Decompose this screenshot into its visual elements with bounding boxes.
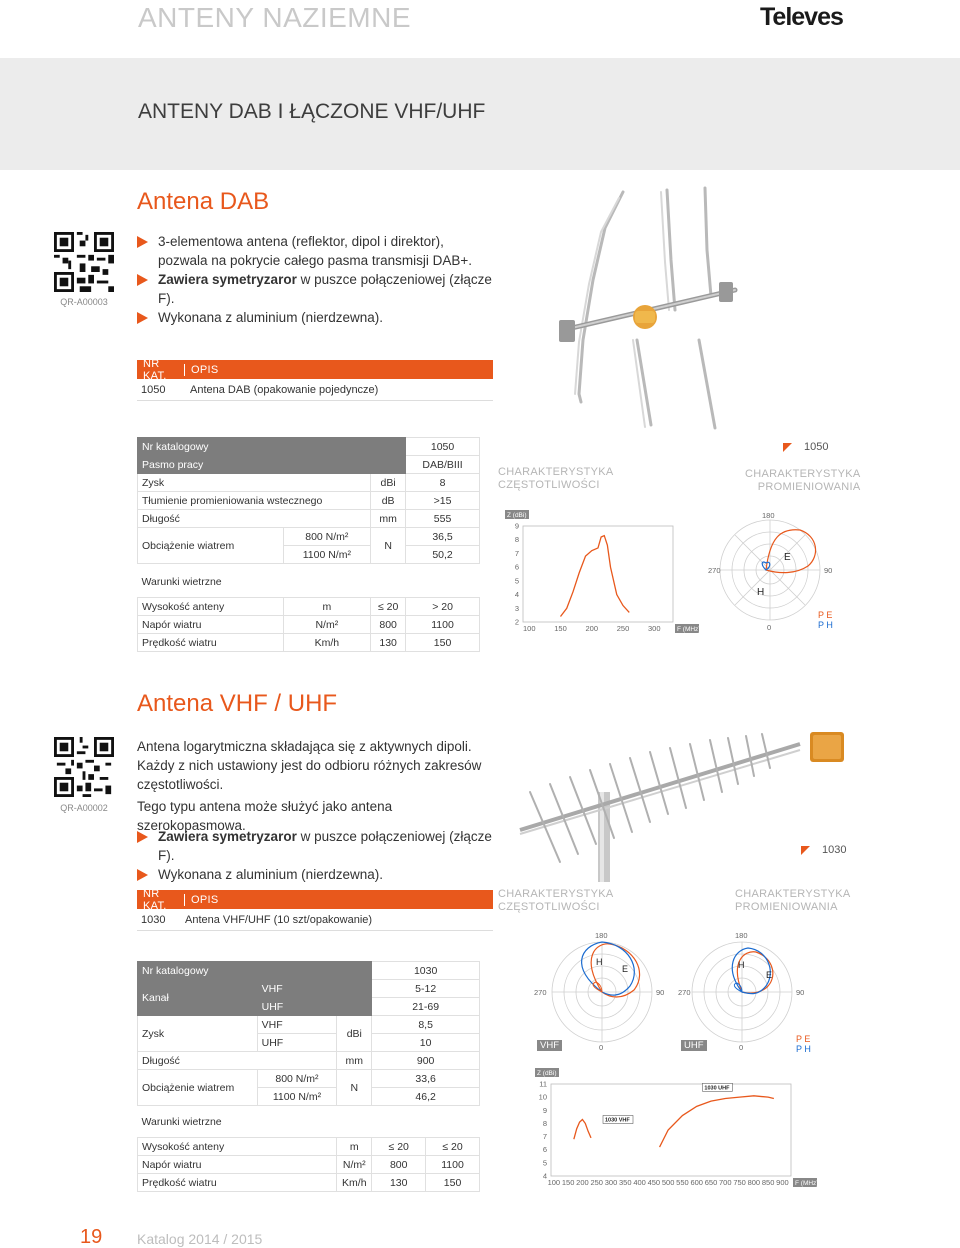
- spec-value: 10: [372, 1034, 480, 1052]
- x-tick-label: 200: [585, 624, 599, 633]
- page-number: 19: [80, 1226, 103, 1248]
- svg-text:0: 0: [599, 1043, 604, 1052]
- spec-value: 1030: [372, 962, 480, 980]
- dab-rad-legend: P E P H: [818, 610, 833, 630]
- y-tick-label: 8: [542, 1118, 547, 1128]
- vhf-frequency-chart: [535, 1068, 820, 1193]
- spec-unit: N: [337, 1070, 372, 1106]
- footer-catalog: Katalog 2014 / 2015: [137, 1231, 263, 1247]
- spec-row: [138, 438, 480, 456]
- vhf-rad-legend: P E P H: [796, 1034, 811, 1054]
- series-label-text: 1030 VHF: [605, 1117, 630, 1124]
- spec-value: 36,5: [406, 528, 480, 546]
- catalog-opis: Antena DAB (opakowanie pojedyncze): [190, 383, 379, 396]
- x-tick-label: 250: [590, 1178, 603, 1187]
- catalog-nr: 1050: [141, 383, 166, 396]
- y-unit-label: [505, 510, 529, 519]
- y-tick-label: 3: [514, 603, 519, 613]
- vhf-freq-chart-title: CHARAKTERYSTYKA CZĘSTOTLIWOŚCI: [498, 888, 614, 913]
- svg-text:H: H: [596, 957, 603, 967]
- vhf-ref-tag: 1030: [801, 844, 846, 856]
- spec-row: [138, 1070, 480, 1088]
- y-tick-label: 11: [539, 1079, 547, 1089]
- spec-label: Warunki wietrzne: [138, 564, 480, 588]
- spec-value: ≤ 20: [371, 598, 406, 616]
- spec-row: [138, 528, 480, 546]
- x-tick-label: 350: [619, 1178, 632, 1187]
- x-tick-label: 200: [576, 1178, 589, 1187]
- spec-value: 800: [371, 616, 406, 634]
- spec-value: 21-69: [372, 998, 480, 1016]
- catalog-row: [137, 909, 493, 931]
- spec-value: 1100: [426, 1156, 480, 1174]
- dab-frequency-chart: [505, 510, 700, 635]
- vhf-feature-item: Wykonana z aluminium (nierdzewna).: [137, 865, 497, 884]
- spec-unit: Km/h: [283, 634, 371, 652]
- dab-catalog-table: [137, 357, 493, 401]
- catalog-header: [137, 887, 493, 912]
- spec-value: 33,6: [372, 1070, 480, 1088]
- spec-value: >15: [406, 492, 480, 510]
- dab-qr-code-icon: [54, 232, 114, 292]
- spec-label: Obciążenie wiatrem: [138, 1070, 258, 1106]
- vhf-qr-code-icon: [54, 737, 114, 797]
- vhf-catalog-table: [137, 887, 493, 931]
- spec-value: 8: [406, 474, 480, 492]
- x-tick-label: 750: [733, 1178, 746, 1187]
- svg-text:180: 180: [762, 511, 775, 520]
- dab-title: Antena DAB: [137, 188, 270, 215]
- spec-label: Wysokość anteny: [138, 598, 284, 616]
- spec-value: ≤ 20: [426, 1138, 480, 1156]
- dab-freq-chart-title: CHARAKTERYSTYKA CZĘSTOTLIWOŚCI: [498, 466, 614, 491]
- spec-label: Napór wiatru: [138, 1156, 337, 1174]
- catalog-opis: Antena VHF/UHF (10 szt/opakowanie): [185, 913, 373, 926]
- x-unit-text: F (MHz): [795, 1180, 819, 1187]
- catalog-row: [137, 379, 493, 401]
- vhf-qr-label: QR-A00002: [60, 803, 108, 813]
- spec-value: 46,2: [372, 1088, 480, 1106]
- spec-unit: mm: [371, 510, 406, 528]
- series-line: [660, 1096, 774, 1147]
- svg-text:H: H: [738, 960, 745, 970]
- svg-text:180: 180: [735, 931, 748, 940]
- vhf-rad-chart-title: CHARAKTERYSTYKA PROMIENIOWANIA: [735, 888, 851, 913]
- svg-text:90: 90: [796, 988, 805, 997]
- x-tick-label: 250: [616, 624, 630, 633]
- spec-unit: mm: [337, 1052, 372, 1070]
- dab-antenna-image: [555, 180, 745, 435]
- dab-feature-item: Wykonana z aluminium (nierdzewna).: [137, 308, 497, 327]
- y-tick-label: 10: [538, 1092, 547, 1102]
- y-unit-text: Z (dBi): [507, 512, 527, 519]
- vhf-feature-list: [137, 827, 497, 884]
- spec-unit: dBi: [337, 1016, 372, 1052]
- spec-value: 1050: [406, 438, 480, 456]
- vhf-rad-label: VHF: [537, 1040, 562, 1051]
- spec-unit: N/m²: [283, 616, 371, 634]
- spec-label: Prędkość wiatru: [138, 634, 284, 652]
- x-tick-label: 300: [604, 1178, 618, 1187]
- y-tick-label: 4: [514, 590, 519, 600]
- svg-text:180: 180: [595, 931, 608, 940]
- series-line: [561, 536, 630, 617]
- y-tick-label: 9: [542, 1105, 547, 1115]
- spec-value: 800: [372, 1156, 426, 1174]
- plot-area: [523, 526, 673, 622]
- x-tick-label: 100: [522, 624, 536, 633]
- bullet-triangle-icon: [137, 236, 148, 248]
- spec-row: [138, 962, 480, 980]
- y-unit-text: Z (dBi): [537, 1070, 557, 1077]
- spec-value: 130: [371, 634, 406, 652]
- catalog-col-nr: NR KAT.: [143, 887, 167, 912]
- band-title: ANTENY DAB I ŁĄCZONE VHF/UHF: [138, 100, 486, 123]
- spec-label: Obciążenie wiatrem: [138, 528, 284, 564]
- x-tick-label: 400: [633, 1178, 646, 1187]
- corner-marker-icon: [801, 846, 810, 855]
- svg-text:0: 0: [767, 623, 772, 632]
- vhf-radiation-chart: [530, 928, 820, 1056]
- x-tick-label: 700: [719, 1178, 732, 1187]
- spec-row: [138, 1106, 480, 1128]
- y-tick-label: 4: [542, 1171, 547, 1181]
- y-tick-label: 2: [514, 617, 519, 627]
- spec-row: [138, 1138, 480, 1156]
- spec-row: [138, 1052, 480, 1070]
- spec-row: [138, 492, 480, 510]
- dab-rad-chart-title: CHARAKTERYSTYKA PROMIENIOWANIA: [745, 468, 861, 493]
- spec-row: [138, 616, 480, 634]
- spec-value: 5-12: [372, 980, 480, 998]
- spec-row: [138, 598, 480, 616]
- spec-label: Prędkość wiatru: [138, 1174, 337, 1192]
- spec-row: [138, 1174, 480, 1192]
- x-unit-label: [675, 624, 700, 633]
- svg-text:90: 90: [656, 988, 665, 997]
- y-tick-label: 7: [514, 548, 519, 558]
- x-unit-label: [793, 1178, 818, 1187]
- vhf-antenna-image: [500, 722, 860, 882]
- spec-label: Pasmo pracy: [138, 456, 406, 474]
- spec-row: [138, 510, 480, 528]
- dab-qr-label: QR-A00003: [60, 297, 108, 307]
- spec-label: Zysk: [138, 1016, 258, 1052]
- spec-label: Zysk: [138, 474, 371, 492]
- spec-condition: 1100 N/m²: [257, 1088, 337, 1106]
- bullet-triangle-icon: [137, 831, 148, 843]
- spec-value: 900: [372, 1052, 480, 1070]
- spec-label: Długość: [138, 1052, 337, 1070]
- corner-marker-icon: [783, 443, 792, 452]
- spec-label: Długość: [138, 510, 371, 528]
- catalog-col-opis: OPIS: [184, 894, 219, 906]
- spec-value: > 20: [406, 598, 480, 616]
- svg-text:E: E: [766, 970, 773, 980]
- spec-label: Tłumienie promieniowania wstecznego: [138, 492, 371, 510]
- series-label-text: 1030 UHF: [704, 1085, 730, 1092]
- x-tick-label: 650: [704, 1178, 718, 1187]
- catalog-nr: 1030: [141, 913, 166, 926]
- spec-label: Napór wiatru: [138, 616, 284, 634]
- spec-value: 150: [406, 634, 480, 652]
- x-tick-label: 800: [747, 1178, 761, 1187]
- spec-value: 150: [426, 1174, 480, 1192]
- spec-unit: N: [371, 528, 406, 564]
- dab-feature-item: Zawiera symetryzaror w puszce połączeniowej (złącze F).: [137, 270, 497, 308]
- spec-unit: N/m²: [337, 1156, 372, 1174]
- x-tick-label: 300: [647, 624, 661, 633]
- y-tick-label: 9: [514, 521, 519, 531]
- spec-label: Wysokość anteny: [138, 1138, 337, 1156]
- catalog-col-nr: NR KAT.: [143, 357, 167, 382]
- x-unit-text: F (MHz): [677, 626, 700, 633]
- svg-text:90: 90: [824, 566, 833, 575]
- svg-text:E: E: [784, 552, 791, 563]
- y-tick-label: 7: [542, 1132, 547, 1142]
- dab-ref-tag: 1050: [783, 441, 828, 453]
- x-tick-label: 150: [554, 624, 567, 633]
- y-tick-label: 6: [514, 562, 519, 572]
- dab-spec-table: [137, 437, 480, 652]
- spec-label: Nr katalogowy: [138, 962, 372, 980]
- spec-label: Warunki wietrzne: [138, 1106, 480, 1128]
- vhf-title: Antena VHF / UHF: [137, 690, 338, 717]
- spec-row: [138, 634, 480, 652]
- spec-label: Kanał: [138, 980, 258, 1016]
- spec-band: VHF: [257, 1016, 337, 1034]
- spec-row: [138, 564, 480, 588]
- spec-value: 130: [372, 1174, 426, 1192]
- spec-row: [138, 1016, 480, 1034]
- section-title: ANTENY NAZIEMNE: [138, 2, 412, 33]
- svg-text:270: 270: [534, 988, 547, 997]
- x-tick-label: 600: [690, 1178, 703, 1187]
- spec-unit: dBi: [371, 474, 406, 492]
- y-tick-label: 5: [514, 576, 519, 586]
- y-tick-label: 5: [542, 1158, 547, 1168]
- bullet-triangle-icon: [137, 312, 148, 324]
- spec-row: [138, 474, 480, 492]
- spec-band: VHF: [257, 980, 372, 998]
- series-label: [603, 1115, 633, 1123]
- vhf-feature-item: Zawiera symetryzaror w puszce połączeniowej (złącze F).: [137, 827, 497, 865]
- spec-value: 555: [406, 510, 480, 528]
- vhf-description: Antena logarytmiczna składająca się z aktywnych dipoli. Każdy z nich ustawiony jest do odbioru różnych zakresów częstotliwości. Tego typu antena może służyć jako antena szerokopasmowa.: [137, 739, 482, 833]
- svg-text:0: 0: [739, 1043, 744, 1052]
- spec-band: UHF: [257, 1034, 337, 1052]
- vhf-spec-table: [137, 961, 480, 1192]
- y-unit-label: [535, 1068, 559, 1077]
- spec-condition: 800 N/m²: [257, 1070, 337, 1088]
- x-tick-label: 550: [676, 1178, 689, 1187]
- spec-label: Nr katalogowy: [138, 438, 406, 456]
- catalog-header: [137, 357, 493, 382]
- y-tick-label: 8: [514, 535, 519, 545]
- spec-unit: m: [337, 1138, 372, 1156]
- spec-unit: dB: [371, 492, 406, 510]
- dab-feature-list: [137, 232, 497, 327]
- spec-value: 8,5: [372, 1016, 480, 1034]
- x-tick-label: 900: [776, 1178, 789, 1187]
- svg-text:H: H: [757, 587, 765, 598]
- catalog-col-opis: OPIS: [184, 364, 219, 376]
- spec-unit: Km/h: [337, 1174, 372, 1192]
- uhf-rad-label: UHF: [681, 1040, 707, 1051]
- x-tick-label: 100: [547, 1178, 561, 1187]
- svg-text:E: E: [622, 964, 629, 974]
- svg-text:270: 270: [678, 988, 691, 997]
- spec-value: DAB/BIII: [406, 456, 480, 474]
- spec-unit: m: [283, 598, 371, 616]
- x-tick-label: 150: [561, 1178, 575, 1187]
- spec-condition: 800 N/m²: [283, 528, 371, 546]
- spec-value: 1100: [406, 616, 480, 634]
- dab-feature-item: 3-elementowa antena (reflektor, dipol i direktor), pozwala na pokrycie całego pasma transmisji DAB+.: [137, 232, 497, 270]
- svg-text:270: 270: [708, 566, 721, 575]
- spec-row: [138, 980, 480, 998]
- x-tick-label: 850: [761, 1178, 775, 1187]
- bullet-triangle-icon: [137, 274, 148, 286]
- bullet-triangle-icon: [137, 869, 148, 881]
- x-tick-label: 500: [661, 1178, 675, 1187]
- x-tick-label: 450: [647, 1178, 661, 1187]
- spec-value: 50,2: [406, 546, 480, 564]
- series-line: [574, 1119, 591, 1139]
- y-tick-label: 6: [542, 1145, 547, 1155]
- spec-row: [138, 456, 480, 474]
- spec-value: ≤ 20: [372, 1138, 426, 1156]
- spec-band: UHF: [257, 998, 372, 1016]
- series-label: [702, 1083, 732, 1091]
- brand-logo: Televes: [760, 3, 843, 31]
- spec-row: [138, 1156, 480, 1174]
- spec-condition: 1100 N/m²: [283, 546, 371, 564]
